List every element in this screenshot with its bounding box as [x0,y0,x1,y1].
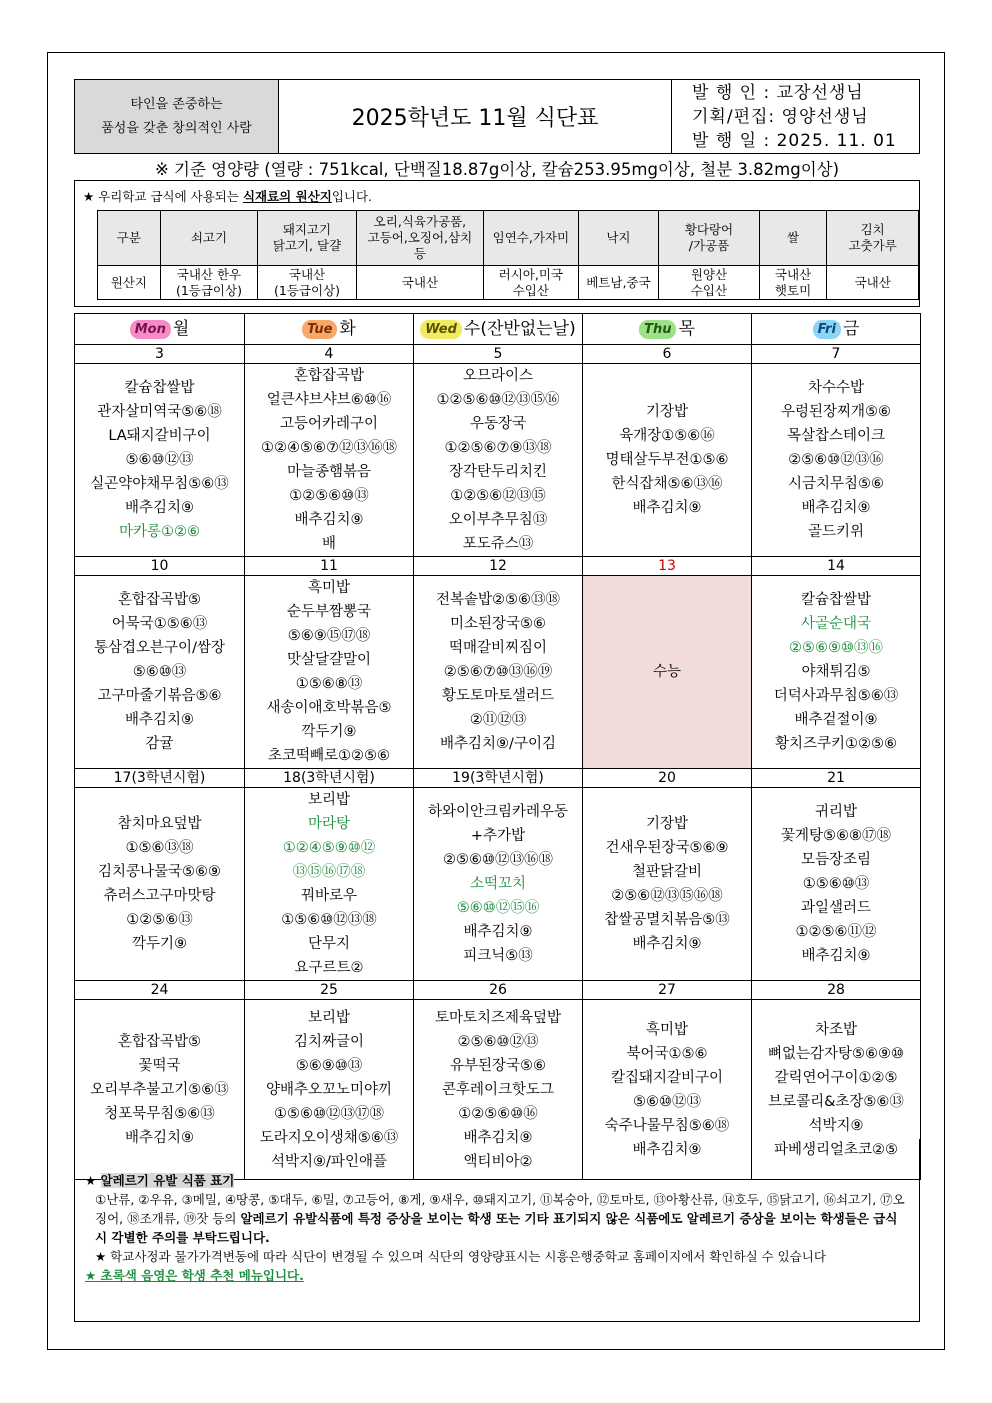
date-row [75,345,921,364]
origin-note-suffix: 입니다. [331,189,373,204]
school-motto [74,79,279,154]
issue-date: 발 행 일 : 2025. 11. 01 [692,130,897,151]
menu-item: 마카롱①②⑥ [118,524,201,540]
menu-item: 숙주나물무침⑤⑥⑱ [604,1117,730,1134]
menu-item: ⑬⑮⑯⑰⑱ [292,864,366,880]
nutrition-standard: ※ 기준 영양량 (열량 : 751kcal, 단백질18.87g이상, 칼슘253.95mg이상, 철분 3.82mg이상) [154,160,840,179]
menu-item: ⑤⑥⑨⑩⑬ [295,1057,363,1074]
menu-cell [245,788,414,981]
allergy-title: 알레르기 유발 식품 표기 [100,1173,235,1188]
menu-item: 한식잡채⑤⑥⑬⑯ [611,476,723,492]
menu-item: ①②⑤⑥⑫⑬⑮ [450,488,546,504]
menu-item: 배추김치⑨ [463,1129,533,1146]
menu-item: LA돼지갈비구이 [108,428,211,444]
menu-item: ①②④⑤⑥⑦⑫⑬⑯⑱ [261,440,397,456]
menu-cell [583,364,752,557]
menu-item: 깍두기⑨ [301,724,357,740]
menu-item: 통삼겹오븐구이/쌈장 [94,640,225,656]
origin-header-cell: 오리,식육가공품, 고등어,오징어,삼치 등 [356,211,483,266]
menu-item: 찹쌀공멸치볶음⑤⑬ [604,912,730,928]
origin-header-row [98,211,919,266]
weekday-thursday [583,314,752,345]
menu-item: 청포묵무침⑤⑥⑬ [104,1105,215,1122]
menu-item: 소떡꼬치 [469,876,527,892]
weekday-header-row [75,314,921,345]
menu-item: 사골순대국 [800,616,872,632]
menu-item: 혼합잡곡밥 [293,368,365,384]
weekday-monday [75,314,245,345]
menu-item: 과일샐러드 [800,900,872,916]
date-cell: 11 [245,557,414,576]
date-row [75,557,921,576]
menu-item: 새송이애호박볶음⑤ [266,700,392,716]
menu-item: 혼합잡곡밥⑤ [117,592,202,608]
menu-item: ①⑤⑥⑩⑬ [802,876,870,892]
menu-item: 건새우된장국⑤⑥⑨ [605,840,729,856]
date-row [75,981,921,1000]
publisher: 발 행 인 : 교장선생님 [692,82,864,103]
origin-table [97,210,919,300]
menu-item: 파베생리얼초코②⑤ [773,1141,899,1158]
menu-item: 츄러스고구마맛탕 [103,888,216,904]
menu-item: 미소된장국⑤⑥ [449,616,547,632]
menu-cell [414,788,583,981]
thu-badge: Thu [639,320,676,339]
menu-item: ①②⑤⑥⑩⑯ [458,1105,538,1122]
menu-item: ⑤⑥⑩⑫⑮⑯ [456,900,540,916]
menu-item: 맛살달걀말이 [286,652,372,668]
menu-item: 꽃떡국 [138,1057,181,1074]
menu-item: 뼈없는감자탕⑤⑥⑨⑩ [767,1045,905,1062]
menu-item: 칼슘찹쌀밥 [124,380,195,396]
weekday-friday [752,314,921,345]
origin-header-cell: 구분 [98,211,161,266]
menu-item: 우동장국 [469,416,527,432]
change-notice: ★ 학교사정과 물가가격변동에 따라 식단이 변경될 수 있으며 식단의 영양량표시는 시흥은행중학교 홈페이지에서 확인하실 수 있습니다 [95,1249,826,1264]
weekday-wednesday [414,314,583,345]
date-cell: 27 [583,981,752,1000]
menu-item: 보리밥 [307,792,351,808]
menu-item: 얼큰샤브샤브⑥⑩⑯ [266,392,392,408]
menu-cell [752,788,921,981]
menu-row [75,788,921,981]
mon-badge: Mon [130,320,171,339]
menu-item: 차수수밥 [807,380,865,396]
green-note: ★ 초록색 음영은 학생 추천 메뉴입니다. [85,1268,304,1283]
menu-item: 배추김치⑨ [124,712,195,728]
menu-item: 배추김치⑨/구이김 [440,736,556,752]
menu-item: ①②⑤⑥⑩⑫⑬⑮⑯ [436,392,560,408]
menu-item: 김치콩나물국⑤⑥⑨ [97,864,222,880]
origin-value-cell: 원산지 [98,266,161,300]
date-cell: 4 [245,345,414,364]
menu-item: 육개장①⑤⑥⑯ [619,428,715,444]
menu-item: 더덕사과무침⑤⑥⑬ [773,688,899,704]
menu-item: ①②④⑤⑨⑩⑫ [282,840,376,856]
allergy-title-line [85,1171,910,1190]
menu-cell [752,576,921,769]
menu-row [75,576,921,769]
menu-item: ②⑪⑫⑬ [469,712,527,728]
menu-item: ①②⑤⑥⑩⑬ [289,488,369,504]
menu-item: 배추김치⑨ [632,500,702,516]
menu-item: ②⑤⑥⑩⑫⑬ [457,1033,539,1050]
menu-item: 콘후레이크핫도그 [441,1081,555,1098]
origin-note-bold: 식재료의 원산지 [242,189,332,204]
menu-item: 배추김치⑨ [294,512,364,528]
menu-item: 수능 [652,664,681,680]
origin-header-cell: 낙지 [578,211,659,266]
fri-badge: Fri [813,320,841,339]
menu-item: 모듬장조림 [800,852,872,868]
publication-info [672,79,920,154]
date-cell: 12 [414,557,583,576]
date-cell: 24 [75,981,245,1000]
menu-item: ②⑤⑥⑩⑫⑬⑯ [788,452,884,468]
menu-cell [75,788,245,981]
menu-item: ①⑤⑥⑬⑱ [125,840,194,856]
menu-item: 기장밥 [645,404,689,420]
origin-value-cell: 원양산 수입산 [659,266,759,300]
allergy-list: ①난류, ②우유, ③메밀, ④땅콩, ⑤대두, ⑥밀, ⑦고등어, ⑧게, ⑨새우, ⑩돼지고기, ⑪복숭아, ⑫토마토, ⑬아황산류, ⑭호두, ⑮닭고기, ⑯쇠고기, ⑰오징어, ⑱조개류, ⑲잣 등의 [95,1192,905,1226]
date-cell: 18(3학년시험) [245,769,414,788]
menu-item: 보리밥 [307,1009,351,1026]
menu-item: 혼합잡곡밥⑤ [117,1033,202,1050]
date-cell: 17(3학년시험) [75,769,245,788]
origin-value-cell: 베트남,중국 [578,266,659,300]
menu-cell [414,576,583,769]
menu-item: 흑미밥 [645,1021,689,1038]
menu-item: 고구마줄기볶음⑤⑥ [97,688,222,704]
date-cell: 25 [245,981,414,1000]
menu-item: 순두부짬뽕국 [286,604,372,620]
tue-label: 화 [339,319,356,339]
date-cell: 20 [583,769,752,788]
menu-item: ②⑤⑥⑦⑩⑬⑯⑲ [443,664,553,680]
date-cell: 10 [75,557,245,576]
menu-item: 장각탄두리치킨 [448,464,548,480]
origin-header-cell: 황다랑어 /가공품 [659,211,759,266]
origin-note-prefix: ★ 우리학교 급식에 사용되는 [83,189,243,204]
meal-calendar [74,313,921,1180]
menu-item: ⑤⑥⑨⑮⑰⑱ [287,628,371,644]
menu-item: ⑤⑥⑩⑬ [132,664,187,680]
date-cell: 5 [414,345,583,364]
menu-item: 석박지⑨/파인애플 [271,1153,387,1170]
page-title: 2025학년도 11월 식단표 [279,79,672,154]
date-row [75,769,921,788]
menu-item: 액티비아② [463,1153,533,1170]
menu-item: ⑤⑥⑩⑫⑬ [125,452,194,468]
menu-cell [414,364,583,557]
date-cell: 13 [583,557,752,576]
wed-badge: Wed [420,320,462,339]
date-cell: 7 [752,345,921,364]
origin-header-cell: 김치 고춧가루 [827,211,919,266]
origin-value-cell: 국내산 한우 (1등급이상) [160,266,258,300]
menu-row [75,364,921,557]
menu-cell [245,576,414,769]
menu-item: 마라탕 [307,816,351,832]
menu-cell [75,576,245,769]
menu-item: +추가밥 [470,828,526,844]
menu-item: 명태살두부전①⑤⑥ [605,452,729,468]
origin-value-cell: 국내산 햇토미 [759,266,827,300]
allergy-list-block [95,1190,910,1247]
menu-item: 김치짜글이 [293,1033,365,1050]
menu-item: ⑤⑥⑩⑫⑬ [633,1093,701,1110]
menu-item: 오리부추불고기⑤⑥⑬ [90,1081,229,1098]
menu-item: 배추김치⑨ [632,1141,702,1158]
menu-item: 단무지 [307,936,351,952]
origin-value-cell: 국내산 [356,266,483,300]
menu-item: 초코떡빼로①②⑤⑥ [267,748,391,764]
allergy-title-star: ★ [85,1173,101,1188]
menu-item: 포도쥬스⑬ [462,536,534,552]
menu-item: 배추김치⑨ [801,500,871,516]
menu-item: ①②⑤⑥⑬ [126,912,193,928]
menu-item: 관자살미역국⑤⑥⑱ [97,404,222,420]
menu-item: 철판닭갈비 [631,864,703,880]
date-cell: 28 [752,981,921,1000]
motto-line-1: 타인을 존중하는 [130,96,223,112]
menu-item: 꿔바로우 [300,888,358,904]
menu-item: 하와이안크림카레우동 [427,804,569,820]
tue-badge: Tue [302,320,337,339]
menu-cell [752,364,921,557]
menu-item: 배 [321,536,336,552]
menu-item: 시금치무침⑤⑥ [787,476,885,492]
menu-item: 귀리밥 [814,804,858,820]
menu-item: 도라지오이생채⑤⑥⑬ [259,1129,399,1146]
menu-cell [583,788,752,981]
motto-line-2: 품성을 갖춘 창의적인 사람 [101,120,252,136]
menu-item: ②⑤⑥⑨⑩⑬⑯ [789,640,883,656]
menu-item: ②⑤⑥⑩⑫⑬⑯⑱ [443,852,553,868]
menu-item: 골드키위 [807,524,865,540]
origin-header-cell: 돼지고기 닭고기, 달걀 [258,211,357,266]
menu-item: 배추김치⑨ [801,948,871,964]
date-cell: 3 [75,345,245,364]
origin-note [83,187,372,205]
origin-value-cell: 러시아,미국 수입산 [484,266,579,300]
date-cell: 14 [752,557,921,576]
date-cell: 26 [414,981,583,1000]
menu-item: 배추겉절이⑨ [794,712,878,728]
menu-item: 요구르트② [294,960,364,976]
date-cell: 19(3학년시험) [414,769,583,788]
menu-item: 피크닉⑤⑬ [463,948,533,964]
menu-item: 기장밥 [645,816,689,832]
wed-label: 수(잔반없는날) [463,319,576,339]
menu-item: 오이부추무침⑬ [448,512,548,528]
menu-item: 북어국①⑤⑥ [626,1045,708,1062]
menu-item: 석박지⑨ [808,1117,864,1134]
menu-item: 깍두기⑨ [131,936,188,952]
menu-item: 칼집돼지갈비구이 [610,1069,724,1086]
weekday-tuesday [245,314,414,345]
menu-item: 양배추오꼬노미야끼 [265,1081,393,1098]
menu-item: 꽃게탕⑤⑥⑧⑰⑱ [780,828,892,844]
menu-item: 목살찹스테이크 [786,428,886,444]
menu-item: 마늘종햄볶음 [286,464,372,480]
origin-value-cell: 국내산 [827,266,919,300]
menu-item: 오므라이스 [462,368,534,384]
menu-item: 갈릭연어구이①②⑤ [774,1069,898,1086]
menu-item: 차조밥 [814,1021,858,1038]
date-cell: 21 [752,769,921,788]
menu-item: 유부된장국⑤⑥ [449,1057,547,1074]
origin-header-cell: 쌀 [759,211,827,266]
menu-item: ①②⑤⑥⑦⑨⑬⑱ [444,440,552,456]
origin-header-cell: 임연수,가자미 [484,211,579,266]
editor: 기획/편집: 영양선생님 [692,106,869,127]
mon-label: 월 [172,319,190,339]
menu-item: 실곤약야채무침⑤⑥⑬ [90,476,229,492]
menu-item: 배추김치⑨ [124,1129,195,1146]
menu-item: ①⑤⑥⑩⑫⑬⑱ [281,912,377,928]
fri-label: 금 [842,319,860,339]
menu-item: 어묵국①⑤⑥⑬ [111,616,208,632]
menu-item: 배추김치⑨ [463,924,533,940]
menu-item: 감귤 [145,736,174,752]
menu-item: 황치즈쿠키①②⑤⑥ [774,736,898,752]
menu-item: 배추김치⑨ [124,500,195,516]
thu-label: 목 [678,319,695,339]
menu-item: 전복솥밥②⑤⑥⑬⑱ [435,592,561,608]
menu-item: 야채튀김⑤ [801,664,871,680]
date-cell: 6 [583,345,752,364]
menu-cell [245,364,414,557]
menu-item: 흑미밥 [307,580,351,596]
menu-item: ①⑤⑥⑧⑬ [295,676,363,692]
footer-inner [85,1171,910,1285]
allergy-warning: 알레르기 유발식품에 특정 증상을 보이는 학생 또는 기타 표기되지 않은 식품에도 알레르기 증상을 보이는 학생들은 급식 시 각별한 주의를 부탁드립니다. [95,1211,898,1245]
origin-value-row [98,266,919,300]
menu-cell [583,576,752,769]
menu-item: 고등어카레구이 [279,416,379,432]
menu-item: 떡매갈비찌짐이 [448,640,548,656]
origin-section [74,180,920,307]
menu-item: 칼슘찹쌀밥 [800,592,872,608]
menu-cell [75,364,245,557]
menu-item: 참치마요덮밥 [117,816,202,832]
calendar-body [75,345,921,1180]
footer-notes [74,1139,920,1322]
origin-header-cell: 쇠고기 [160,211,258,266]
origin-value-cell: 국내산 (1등급이상) [258,266,357,300]
menu-item: ①⑤⑥⑩⑫⑬⑰⑱ [274,1105,384,1122]
menu-item: 브로콜리&초장⑤⑥⑬ [768,1093,904,1110]
menu-item: 토마토치즈제육덮밥 [434,1009,562,1026]
menu-item: 배추김치⑨ [632,936,702,952]
menu-item: 황도토마토샐러드 [441,688,555,704]
menu-item: 우렁된장찌개⑤⑥ [780,404,892,420]
menu-item: ①②⑤⑥⑪⑫ [795,924,877,940]
menu-item: ②⑤⑥⑫⑬⑮⑯⑱ [611,888,723,904]
